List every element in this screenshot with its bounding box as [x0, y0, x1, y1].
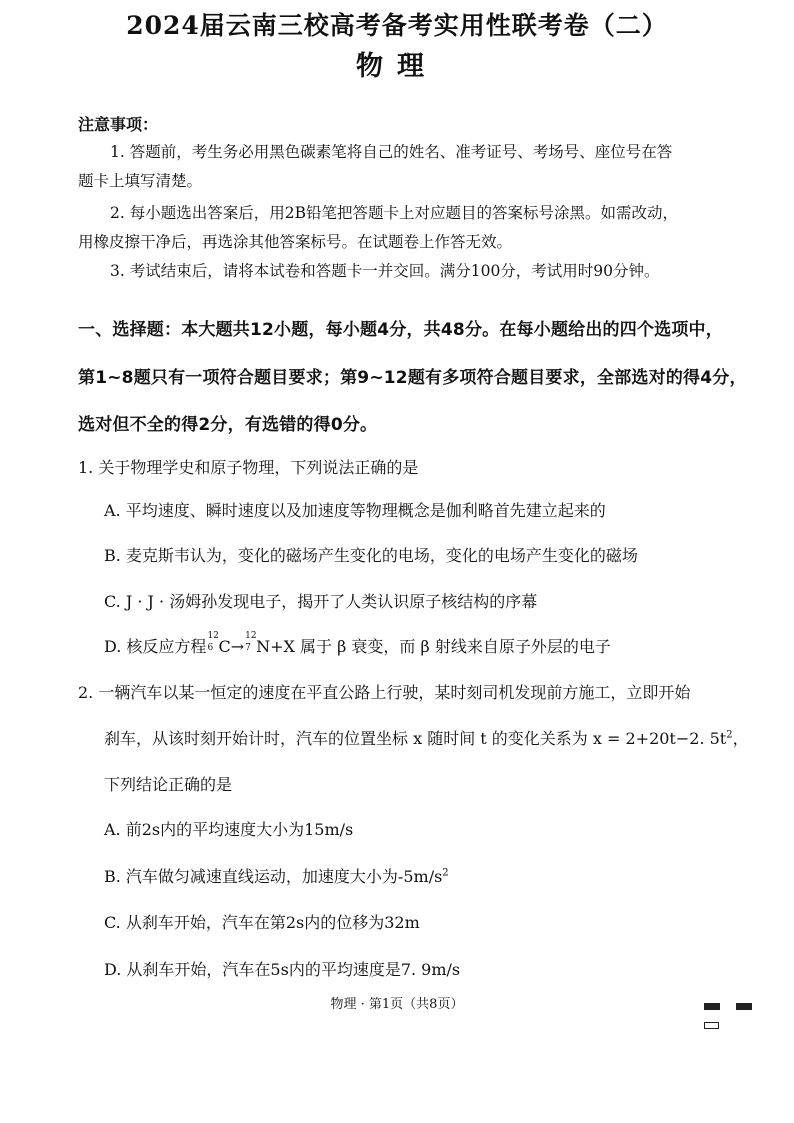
question-2-comma: ，: [732, 729, 749, 748]
question-2-option-d: D. 从刹车开始，汽车在5s内的平均速度是7. 9m/s: [104, 960, 461, 979]
carbon-atomic-number: 6: [207, 643, 214, 653]
question-2-option-c: C. 从刹车开始，汽车在第2s内的位移为32m: [104, 913, 420, 932]
carbon-mass-number: 12: [207, 631, 219, 641]
question-1-option-b: B. 麦克斯韦认为，变化的磁场产生变化的电场，变化的电场产生变化的磁场: [104, 546, 638, 565]
question-2-option-b-exponent: 2: [442, 867, 449, 879]
registration-mark-filled: [736, 1003, 752, 1010]
question-2-option-b-text: B. 汽车做匀减速直线运动，加速度大小为-5m/s: [104, 867, 443, 886]
subject-title: 物理: [356, 51, 438, 82]
reaction-arrow: →: [230, 637, 245, 656]
option-d-suffix: 属于 β 衰变，而 β 射线来自原子外层的电子: [294, 637, 611, 656]
registration-mark-filled: [704, 1003, 720, 1010]
question-1-option-a: A. 平均速度、瞬时速度以及加速度等物理概念是伽利略首先建立起来的: [104, 501, 606, 520]
notice-line-1: 1. 答题前，考生务必用黑色碳素笔将自己的姓名、准考证号、考场号、座位号在答: [110, 143, 673, 161]
section-instructions-line-1: 一、选择题：本大题共12小题，每小题4分，共48分。在每小题给出的四个选项中，: [78, 320, 723, 340]
exam-title: 2024届云南三校高考备考实用性联考卷（二）: [126, 11, 668, 40]
notice-line-3: 2. 每小题选出答案后，用2B铅笔把答题卡上对应题目的答案标号涂黑。如需改动，: [110, 204, 678, 222]
page-footer: 物理 · 第1页（共8页）: [330, 997, 464, 1012]
nitrogen-nuclide: [245, 631, 295, 656]
question-2-equation-text: 刹车，从该时刻开始计时，汽车的位置坐标 x 随时间 t 的变化关系为 x = 2+20t−2. 5t: [104, 729, 727, 748]
nitrogen-symbol: N+X: [256, 637, 295, 656]
question-2-line-2: [104, 726, 794, 749]
question-2-option-b: [104, 864, 784, 887]
question-1-option-d: [104, 631, 784, 657]
nitrogen-atomic-number: 7: [245, 643, 251, 653]
notice-line-4: 用橡皮擦干净后，再选涂其他答案标号。在试题卷上作答无效。: [78, 233, 513, 251]
notice-line-5: 3. 考试结束后，请将本试卷和答题卡一并交回。满分100分，考试用时90分钟。: [110, 262, 660, 280]
option-d-prefix: D. 核反应方程: [104, 637, 207, 656]
section-instructions-line-2: 第1~8题只有一项符合题目要求；第9~12题有多项符合题目要求，全部选对的得4分，: [78, 368, 747, 388]
question-2-option-a: A. 前2s内的平均速度大小为15m/s: [104, 820, 354, 839]
notice-line-2: 题卡上填写清楚。: [78, 172, 203, 190]
section-instructions-line-3: 选对但不全的得2分，有选错的得0分。: [78, 415, 378, 435]
notice-heading: 注意事项：: [78, 115, 159, 134]
question-1-option-c: C. J · J · 汤姆孙发现电子，揭开了人类认识原子核结构的序幕: [104, 592, 538, 611]
question-2-exponent: 2: [726, 729, 733, 741]
question-2-line-3: 下列结论正确的是: [104, 775, 233, 794]
registration-marks: [704, 995, 794, 1033]
registration-mark-empty: [704, 1022, 719, 1029]
nitrogen-mass-number: 12: [245, 631, 257, 641]
question-1-stem: 1. 关于物理学史和原子物理，下列说法正确的是: [78, 458, 419, 477]
carbon-symbol: C: [218, 637, 231, 656]
question-2-line-1: 2. 一辆汽车以某一恒定的速度在平直公路上行驶，某时刻司机发现前方施工，立即开始: [78, 683, 691, 702]
carbon-nuclide: [207, 631, 231, 656]
